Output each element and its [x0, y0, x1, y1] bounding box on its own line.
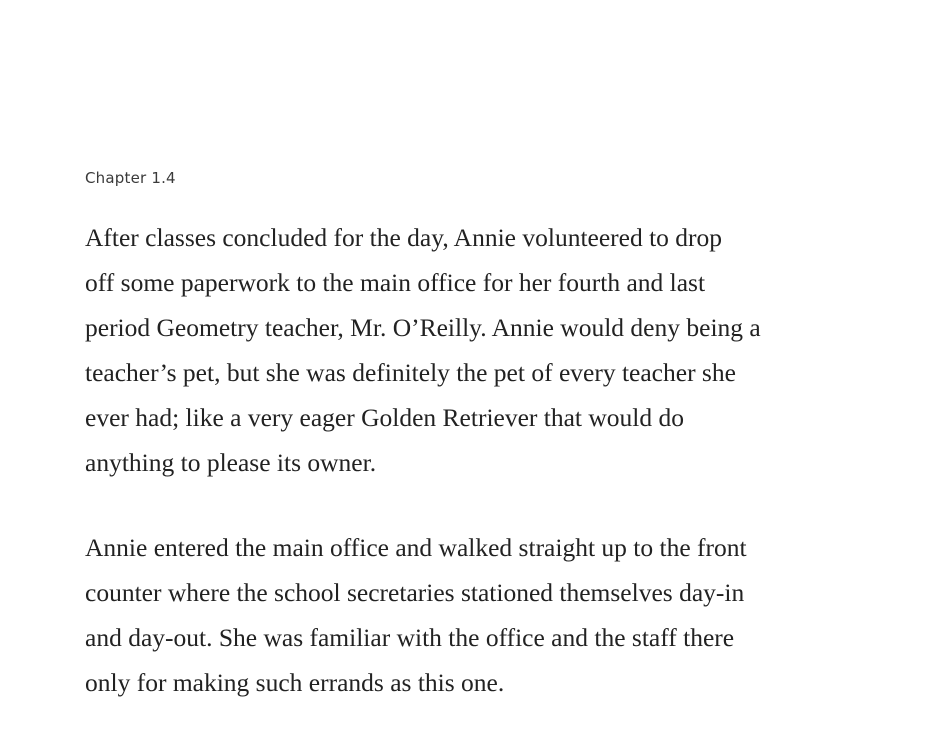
paragraph-1 [85, 215, 875, 485]
paragraph-line: and day-out. She was familiar with the office and the staff there [85, 623, 735, 652]
paragraph-line: period Geometry teacher, Mr. O’Reilly. Annie would deny being a [85, 313, 761, 342]
paragraph-line: After classes concluded for the day, Annie volunteered to drop [85, 223, 723, 252]
chapter-label: Chapter 1.4 [85, 169, 176, 187]
paragraph-line: off some paperwork to the main office for her fourth and last [85, 268, 706, 297]
paragraph-line: teacher’s pet, but she was definitely the pet of every teacher she [85, 358, 736, 387]
paragraph-line: counter where the school secretaries stationed themselves day-in [85, 578, 745, 607]
reader-content [85, 168, 875, 745]
paragraph-line: only for making such errands as this one. [85, 668, 505, 697]
paragraph-line: ever had; like a very eager Golden Retriever that would do [85, 403, 685, 432]
paragraph-line: Annie entered the main office and walked straight up to the front [85, 533, 747, 562]
paragraph-2 [85, 525, 875, 705]
paragraph-line: anything to please its owner. [85, 448, 377, 477]
